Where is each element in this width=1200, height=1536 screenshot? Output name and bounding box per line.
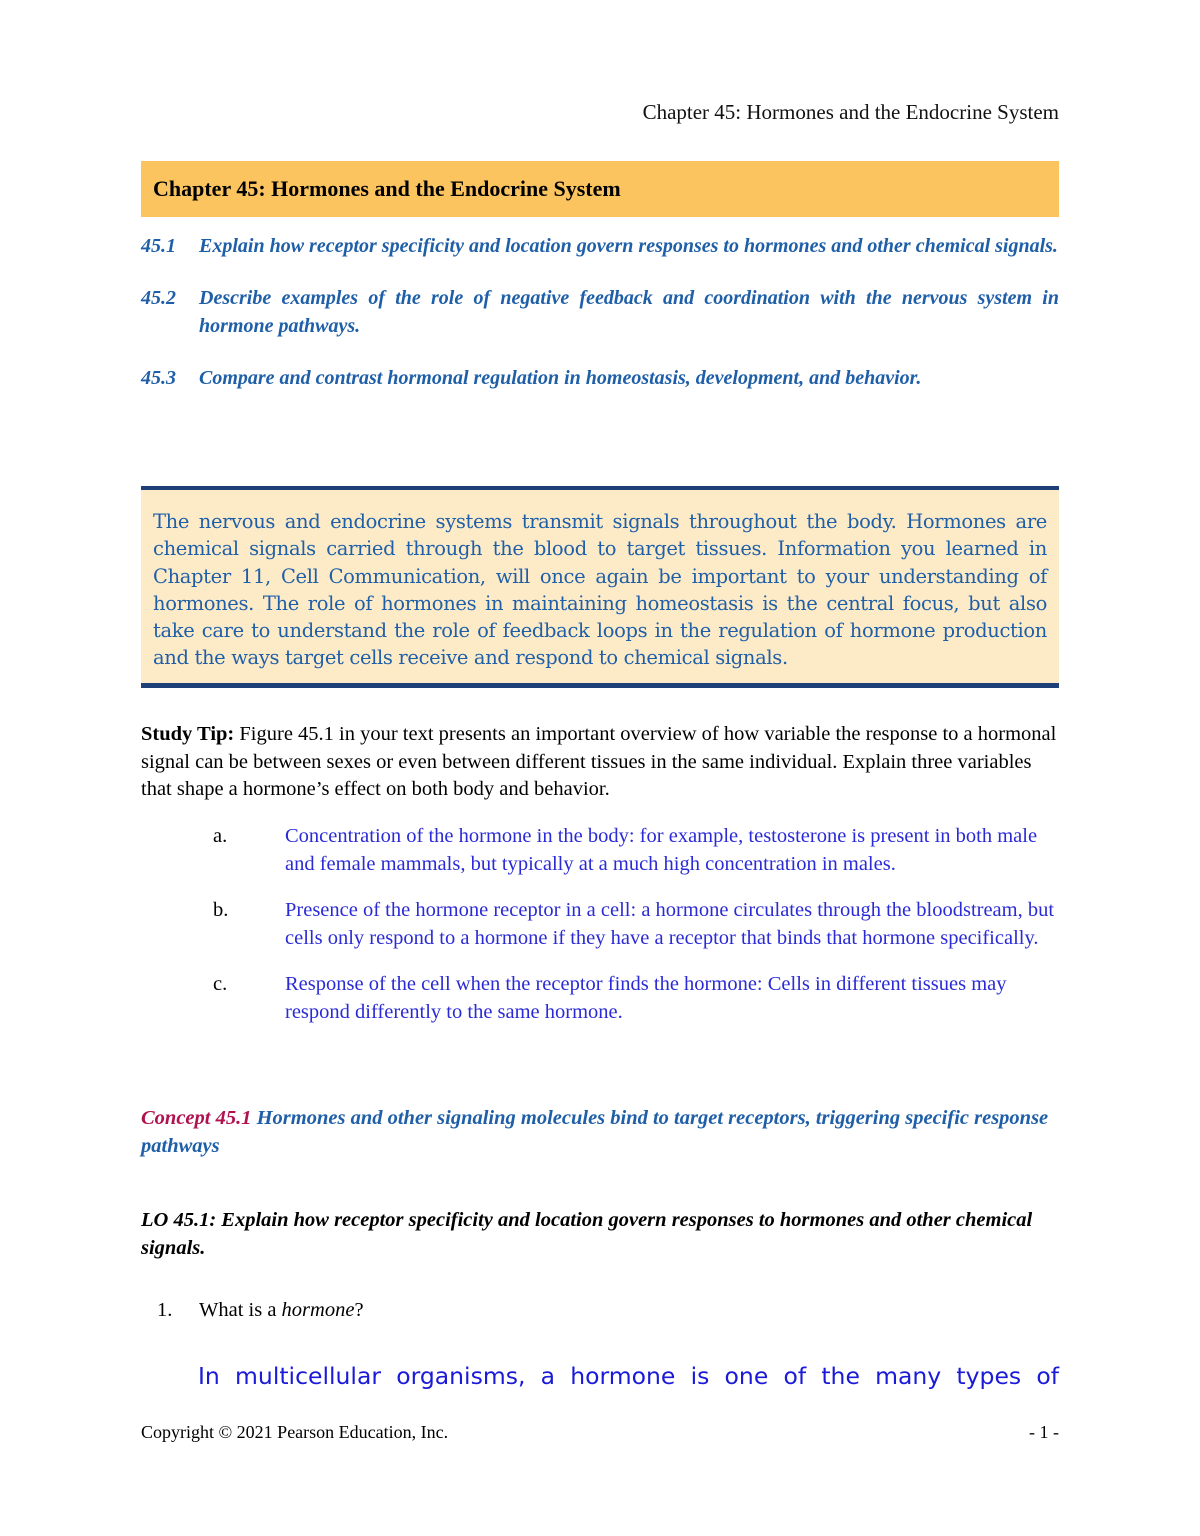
chapter-intro-box bbox=[141, 486, 1059, 688]
list-item-text: Presence of the hormone receptor in a cell: a hormone circulates through the bloodstream, but cells only respond to a hormone if they have a receptor that binds that hormone specifically. bbox=[285, 899, 1055, 949]
objective-item bbox=[141, 232, 1059, 260]
question-number: 1. bbox=[157, 1299, 173, 1321]
question-suffix: ? bbox=[354, 1299, 364, 1321]
objective-number: 45.1 bbox=[141, 235, 176, 257]
objective-number: 45.3 bbox=[141, 367, 176, 389]
list-item bbox=[141, 823, 1059, 878]
intro-text: The nervous and endocrine systems transmit signals throughout the body. Hormones are chemical signals carried through the blood to target tissues. Information you learned in Chapter 11, Cell Communication, will once again be important to your understanding of hormones. The role of hormones in maintaining homeostasis is the central focus, but also take care to understand the role of feedback loops in the regulation of hormone production and the ways target cells receive and respond to chemical signals. bbox=[153, 510, 1047, 670]
question-italic-term: hormone bbox=[281, 1299, 355, 1321]
learning-objectives bbox=[141, 232, 1059, 416]
objective-text: Describe examples of the role of negative feedback and coordination with the nervous system in hormone pathways. bbox=[199, 287, 1059, 337]
list-item-text: Response of the cell when the receptor finds the hormone: Cells in different tissues may respond differently to the same hormone. bbox=[285, 973, 1007, 1023]
concept-heading bbox=[141, 1104, 1059, 1160]
chapter-title: Chapter 45: Hormones and the Endocrine System bbox=[153, 176, 621, 201]
list-item bbox=[141, 971, 1059, 1026]
concept-text: Hormones and other signaling molecules bind to target receptors, triggering specific response pathways bbox=[141, 1107, 1049, 1157]
question-item bbox=[141, 1296, 1059, 1324]
study-tip-list bbox=[141, 823, 1059, 1045]
question-prefix: What is a bbox=[199, 1299, 282, 1321]
study-tip bbox=[141, 721, 1059, 804]
list-item bbox=[141, 897, 1059, 952]
list-item-letter: a. bbox=[213, 825, 228, 847]
list-item-letter: b. bbox=[213, 899, 229, 921]
objective-text: Compare and contrast hormonal regulation in homeostasis, development, and behavior. bbox=[199, 367, 922, 389]
objective-item bbox=[141, 284, 1059, 340]
study-tip-label: Study Tip: bbox=[141, 723, 235, 745]
running-header: Chapter 45: Hormones and the Endocrine System bbox=[642, 100, 1059, 124]
learning-objective-heading: LO 45.1: Explain how receptor specificity and location govern responses to hormones and other chemical signals. bbox=[141, 1209, 1033, 1259]
objective-number: 45.2 bbox=[141, 287, 176, 309]
footer-page-number: - 1 - bbox=[1029, 1422, 1059, 1442]
chapter-title-banner bbox=[141, 161, 1059, 217]
footer-copyright: Copyright © 2021 Pearson Education, Inc. bbox=[141, 1422, 449, 1442]
question-text bbox=[199, 1296, 364, 1324]
concept-label: Concept 45.1 bbox=[141, 1107, 252, 1129]
list-item-letter: c. bbox=[213, 973, 228, 995]
objective-text: Explain how receptor specificity and location govern responses to hormones and other chemical signals. bbox=[199, 235, 1058, 257]
study-tip-text: Figure 45.1 in your text presents an important overview of how variable the response to a hormonal signal can be between sexes or even between different tissues in the same individual. Explain three variables that shape a hormone’s effect on both body and behavior. bbox=[141, 723, 1057, 800]
answer-text: In multicellular organisms, a hormone is one of the many types of bbox=[198, 1362, 1059, 1390]
objective-item bbox=[141, 364, 1059, 392]
list-item-text: Concentration of the hormone in the body: for example, testosterone is present in both male and female mammals, but typically at a much high concentration in males. bbox=[285, 825, 1038, 875]
